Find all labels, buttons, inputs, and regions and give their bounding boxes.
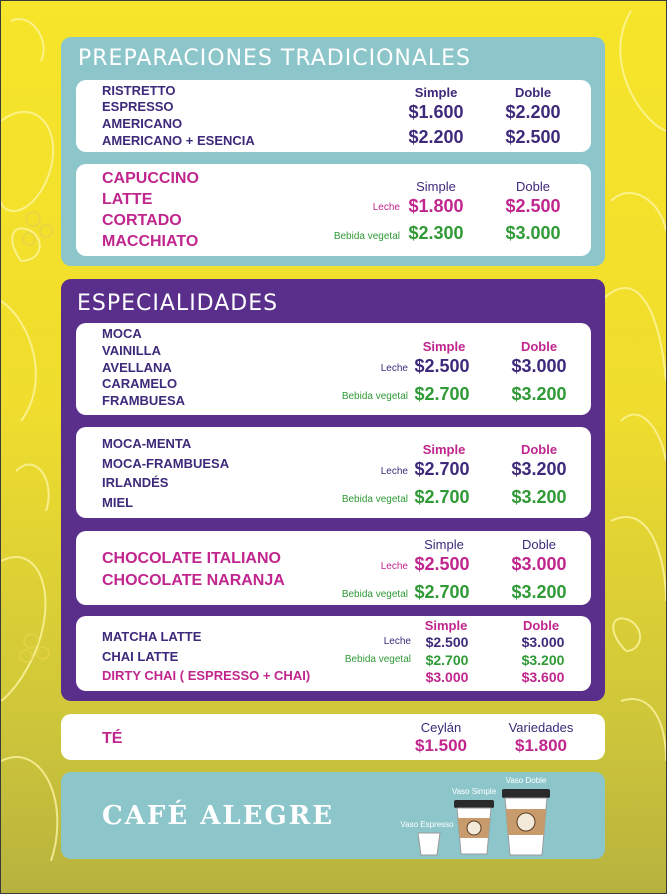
item-chocolate-naranja: CHOCOLATE NARANJA	[102, 572, 285, 589]
price-vegetal-simple: $2.700	[425, 652, 469, 668]
vaso-simple-label: Vaso Simple	[451, 787, 497, 796]
item-ristretto: RISTRETTO	[102, 83, 176, 98]
price-leche-simple: $2.500	[414, 554, 470, 574]
item-americano: AMERICANO	[102, 116, 183, 131]
simple-label: Simple	[416, 179, 456, 194]
price-leche-doble: $3.000	[511, 356, 567, 376]
simple-label: Simple	[424, 537, 464, 552]
price-variedades: $1.800	[515, 736, 567, 755]
price-dirty-doble: $3.600	[521, 669, 565, 685]
price-vegetal-doble: $3.200	[521, 652, 565, 668]
price-leche-doble: $2.500	[505, 196, 561, 216]
price-leche-doble: $3.200	[511, 459, 567, 479]
bebida-vegetal-label: Bebida vegetal	[341, 391, 408, 402]
tradicionales-title: PREPARACIONES TRADICIONALES	[78, 46, 472, 71]
price-ceylan: $1.500	[415, 736, 467, 755]
item-moca: MOCA	[102, 326, 142, 341]
item-latte: LATTE	[102, 191, 153, 208]
especialidades-title: ESPECIALIDADES	[77, 291, 279, 316]
price-leche-simple: $2.700	[414, 459, 470, 479]
leche-label: Leche	[380, 466, 408, 477]
item-chai-latte: CHAI LATTE	[102, 649, 179, 664]
price-dirty-simple: $3.000	[425, 669, 469, 685]
price-vegetal-simple: $2.700	[414, 582, 470, 602]
bebida-vegetal-label: Bebida vegetal	[344, 654, 411, 665]
price-vegetal-simple: $2.300	[408, 223, 464, 243]
price-vegetal-doble: $3.200	[511, 582, 567, 602]
simple-label: Simple	[422, 339, 466, 354]
item-te: TÉ	[102, 730, 123, 747]
leche-label: Leche	[383, 636, 411, 647]
price-vegetal-doble: $3.000	[505, 223, 561, 243]
item-espresso: ESPRESSO	[102, 99, 174, 114]
ceylan-label: Ceylán	[420, 720, 462, 735]
item-chocolate-italiano: CHOCOLATE ITALIANO	[102, 550, 281, 567]
price-leche-simple: $1.800	[408, 196, 464, 216]
bebida-vegetal-label: Bebida vegetal	[333, 231, 400, 242]
item-capuccino: CAPUCCINO	[102, 170, 199, 187]
item-matcha-latte: MATCHA LATTE	[102, 629, 202, 644]
doble-label: Doble	[516, 179, 550, 194]
variedades-label: Variedades	[508, 720, 574, 735]
price-simple: $2.200	[408, 127, 464, 147]
price-leche-simple: $2.500	[425, 634, 469, 650]
bebida-vegetal-label: Bebida vegetal	[341, 589, 408, 600]
bebida-vegetal-label: Bebida vegetal	[341, 494, 408, 505]
item-moca-menta: MOCA-MENTA	[102, 436, 192, 451]
price-vegetal-doble: $3.200	[511, 487, 567, 507]
simple-label: Simple	[422, 442, 466, 457]
item-caramelo: CARAMELO	[102, 376, 178, 391]
item-dirty-chai: DIRTY CHAI ( ESPRESSO + CHAI)	[102, 668, 311, 683]
doble-label: Doble	[522, 618, 560, 633]
price-vegetal-doble: $3.200	[511, 384, 567, 404]
vaso-doble-label: Vaso Doble	[505, 776, 547, 785]
vaso-espresso-label: Vaso Espresso	[400, 820, 454, 829]
item-cortado: CORTADO	[102, 212, 182, 229]
simple-cup-icon	[453, 798, 495, 856]
doble-label: Doble	[520, 339, 558, 354]
brand-name: CAFÉ ALEGRE	[102, 801, 335, 831]
doble-label: Doble	[514, 85, 552, 100]
doble-cup-icon	[501, 787, 551, 857]
doble-label: Doble	[520, 442, 558, 457]
leche-label: Leche	[380, 561, 408, 572]
item-miel: MIEL	[102, 495, 134, 510]
item-frambuesa: FRAMBUESA	[102, 393, 186, 408]
price-doble: $2.500	[505, 127, 561, 147]
leche-label: Leche	[380, 363, 408, 374]
price-leche-doble: $3.000	[521, 634, 565, 650]
item-macchiato: MACCHIATO	[102, 233, 199, 250]
item-avellana: AVELLANA	[102, 360, 172, 375]
price-vegetal-simple: $2.700	[414, 487, 470, 507]
price-leche-doble: $3.000	[511, 554, 567, 574]
doble-label: Doble	[522, 537, 556, 552]
price-leche-simple: $2.500	[414, 356, 470, 376]
item-irlandes: IRLANDÉS	[102, 475, 169, 490]
espresso-cup-icon	[416, 831, 442, 857]
item-moca-frambuesa: MOCA-FRAMBUESA	[102, 456, 230, 471]
simple-label: Simple	[414, 85, 458, 100]
price-vegetal-simple: $2.700	[414, 384, 470, 404]
leche-label: Leche	[372, 202, 400, 213]
simple-label: Simple	[424, 618, 468, 633]
price-doble: $2.200	[505, 102, 561, 122]
item-vainilla: VAINILLA	[102, 343, 161, 358]
price-simple: $1.600	[408, 102, 464, 122]
item-americano-esencia: AMERICANO + ESENCIA	[102, 133, 255, 148]
